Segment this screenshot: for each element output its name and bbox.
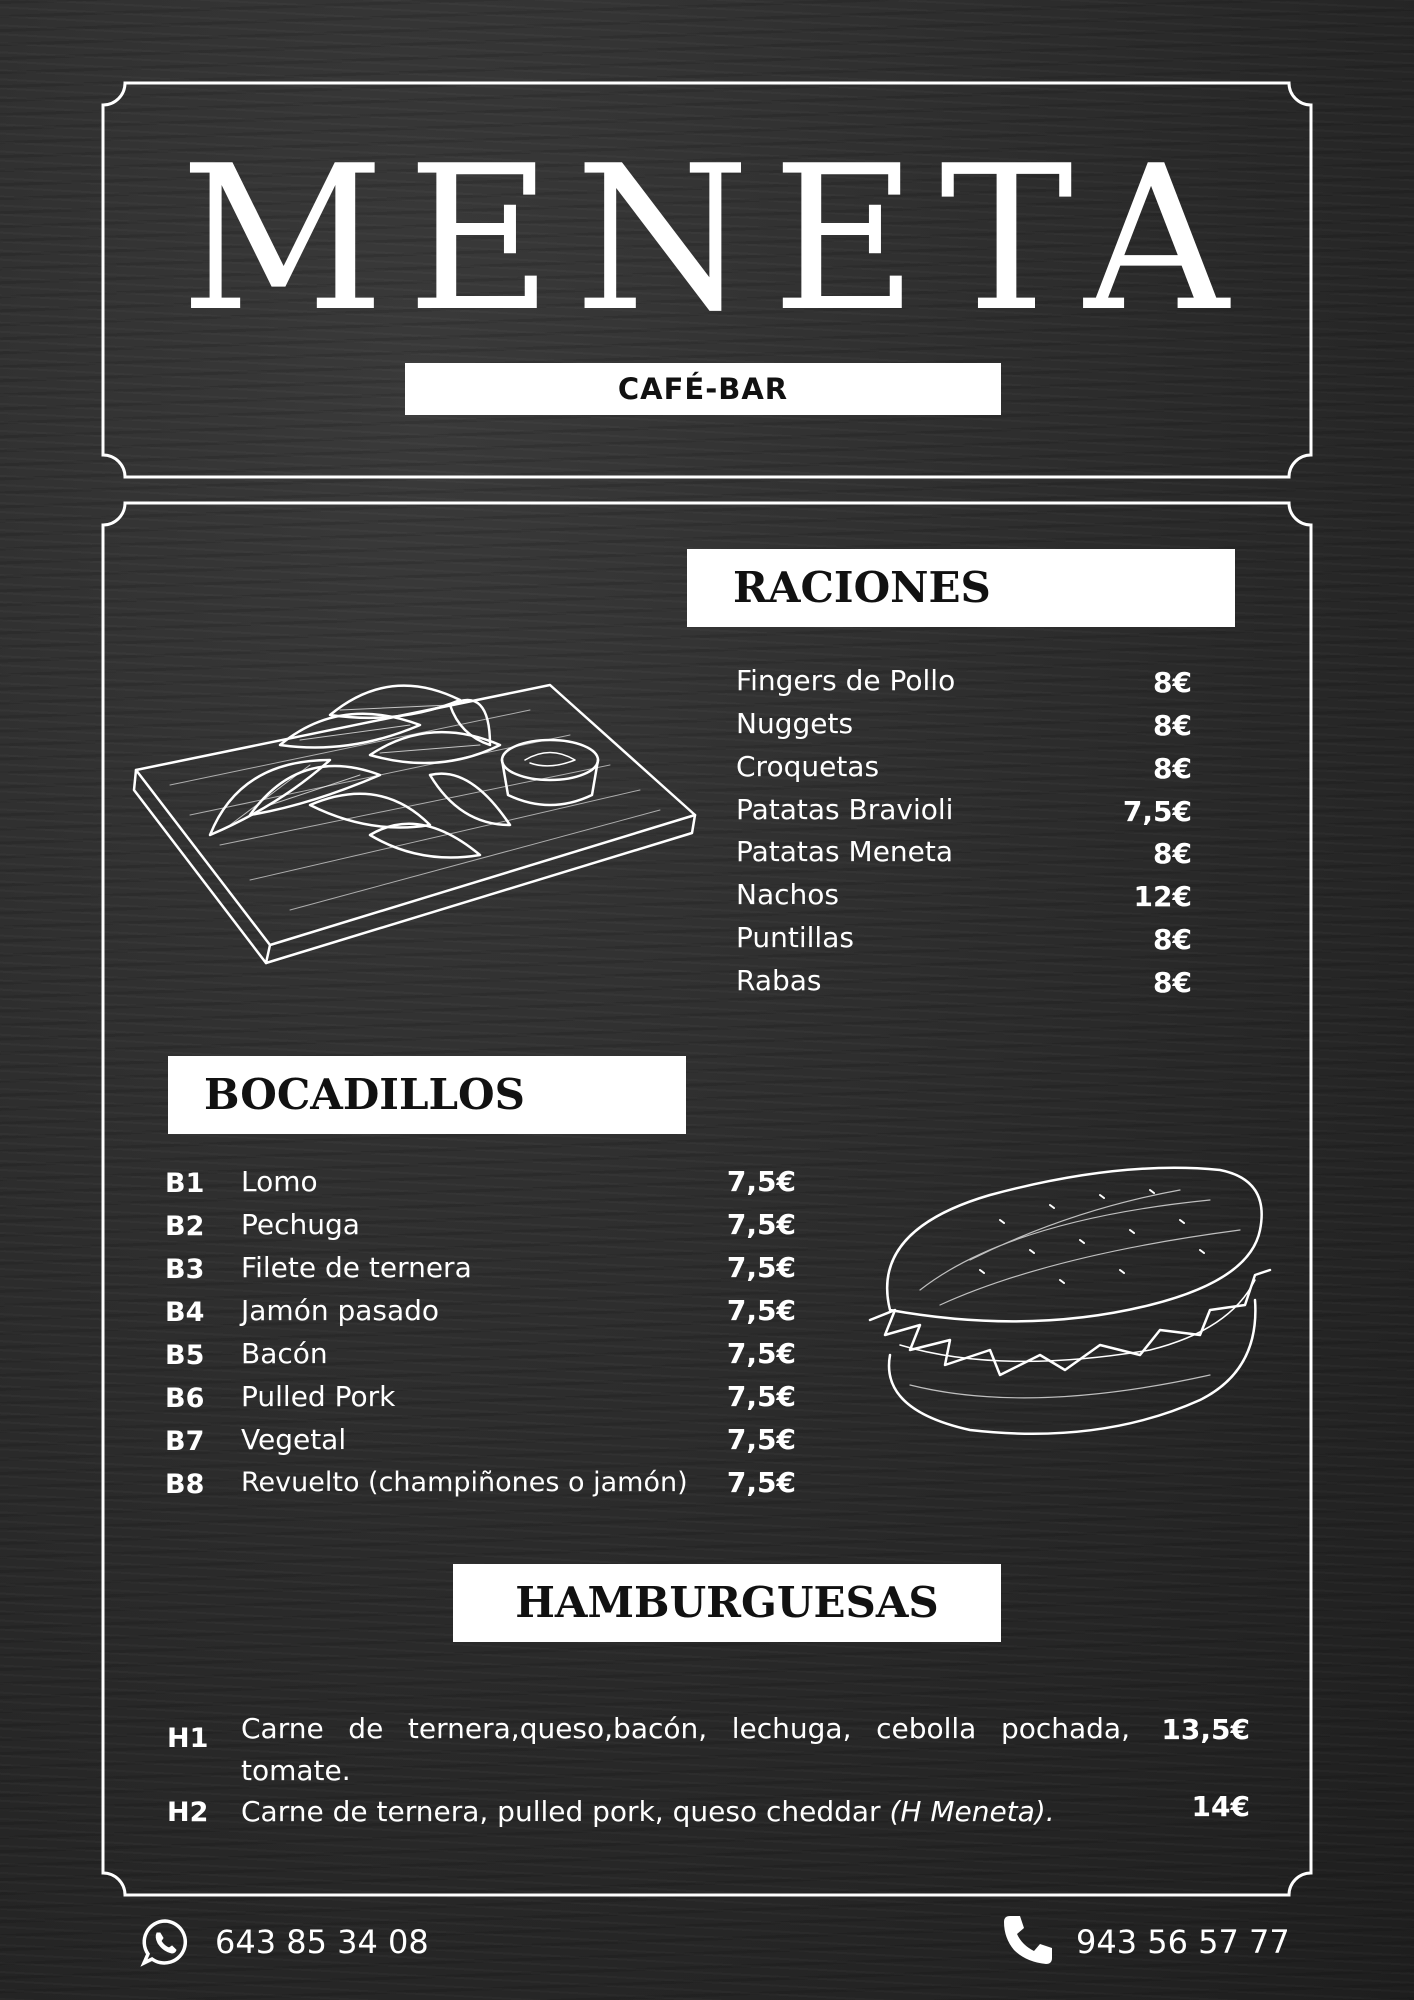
item-price: 8€ — [1153, 666, 1192, 699]
list-item: Pechuga — [241, 1208, 360, 1241]
raciones-heading-text: RACIONES — [733, 563, 991, 612]
item-price: 7,5€ — [726, 1208, 796, 1241]
item-code: B4 — [165, 1297, 205, 1328]
list-item: Pulled Pork — [241, 1380, 396, 1413]
list-item: Nuggets — [736, 707, 854, 740]
bocadillos-heading-text: BOCADILLOS — [204, 1070, 525, 1119]
list-item — [241, 1795, 1055, 1829]
item-price: 8€ — [1153, 966, 1192, 999]
list-item: Nachos — [736, 878, 839, 911]
item-price: 7,5€ — [726, 1380, 796, 1413]
item-price: 13,5€ — [1161, 1713, 1250, 1746]
item-price: 7,5€ — [726, 1294, 796, 1327]
hamburguesas-heading-text: HAMBURGUESAS — [515, 1578, 939, 1627]
phone-icon — [1000, 1912, 1056, 1968]
page-title: MENETA — [180, 123, 1251, 356]
item-code: B1 — [165, 1168, 205, 1199]
list-item: Patatas Bravioli — [736, 793, 954, 826]
sandwich-sketch — [850, 1160, 1280, 1450]
subtitle-badge: CAFÉ-BAR — [405, 363, 1001, 415]
item-code: H1 — [167, 1723, 209, 1754]
item-code: B5 — [165, 1340, 205, 1371]
item-price: 14€ — [1191, 1790, 1250, 1823]
item-price: 8€ — [1153, 709, 1192, 742]
list-item: Fingers de Pollo — [736, 664, 956, 697]
item-price: 7,5€ — [1122, 795, 1192, 828]
item-code: B7 — [165, 1426, 205, 1457]
item-code: B3 — [165, 1254, 205, 1285]
hamburguesas-heading — [453, 1564, 1001, 1642]
list-item: Puntillas — [736, 921, 854, 954]
item-price: 7,5€ — [726, 1337, 796, 1370]
item-name: Carne de ternera, pulled pork, queso cheddar — [241, 1795, 881, 1828]
item-price: 7,5€ — [726, 1423, 796, 1456]
item-code: B6 — [165, 1383, 205, 1414]
item-code: B8 — [165, 1469, 205, 1500]
item-price: 7,5€ — [726, 1251, 796, 1284]
whatsapp-icon — [140, 1917, 190, 1967]
item-price: 8€ — [1153, 923, 1192, 956]
item-name-italic: (H Meneta). — [889, 1795, 1055, 1828]
item-price: 7,5€ — [726, 1165, 796, 1198]
list-item: Filete de ternera — [241, 1251, 472, 1284]
list-item: Croquetas — [736, 750, 880, 783]
list-item: Rabas — [736, 964, 822, 997]
item-price: 12€ — [1133, 880, 1192, 913]
potato-wedges-sketch — [130, 665, 705, 965]
list-item: Revuelto (champiñones o jamón) — [241, 1467, 688, 1498]
list-item: Vegetal — [241, 1423, 347, 1456]
bocadillos-heading — [168, 1056, 686, 1134]
list-item: Patatas Meneta — [736, 835, 954, 868]
list-item: Bacón — [241, 1337, 328, 1370]
list-item: Lomo — [241, 1165, 318, 1198]
whatsapp-number[interactable]: 643 85 34 08 — [215, 1923, 429, 1961]
list-item: Jamón pasado — [241, 1294, 440, 1327]
phone-number[interactable]: 943 56 57 77 — [1076, 1923, 1290, 1961]
item-code: B2 — [165, 1211, 205, 1242]
item-price: 7,5€ — [726, 1466, 796, 1499]
item-code: H2 — [167, 1797, 209, 1828]
raciones-heading — [687, 549, 1235, 627]
item-price: 8€ — [1153, 837, 1192, 870]
item-price: 8€ — [1153, 752, 1192, 785]
list-item: Carne de ternera,queso,bacón, lechuga, cebolla pochada, tomate. — [241, 1712, 1130, 1787]
